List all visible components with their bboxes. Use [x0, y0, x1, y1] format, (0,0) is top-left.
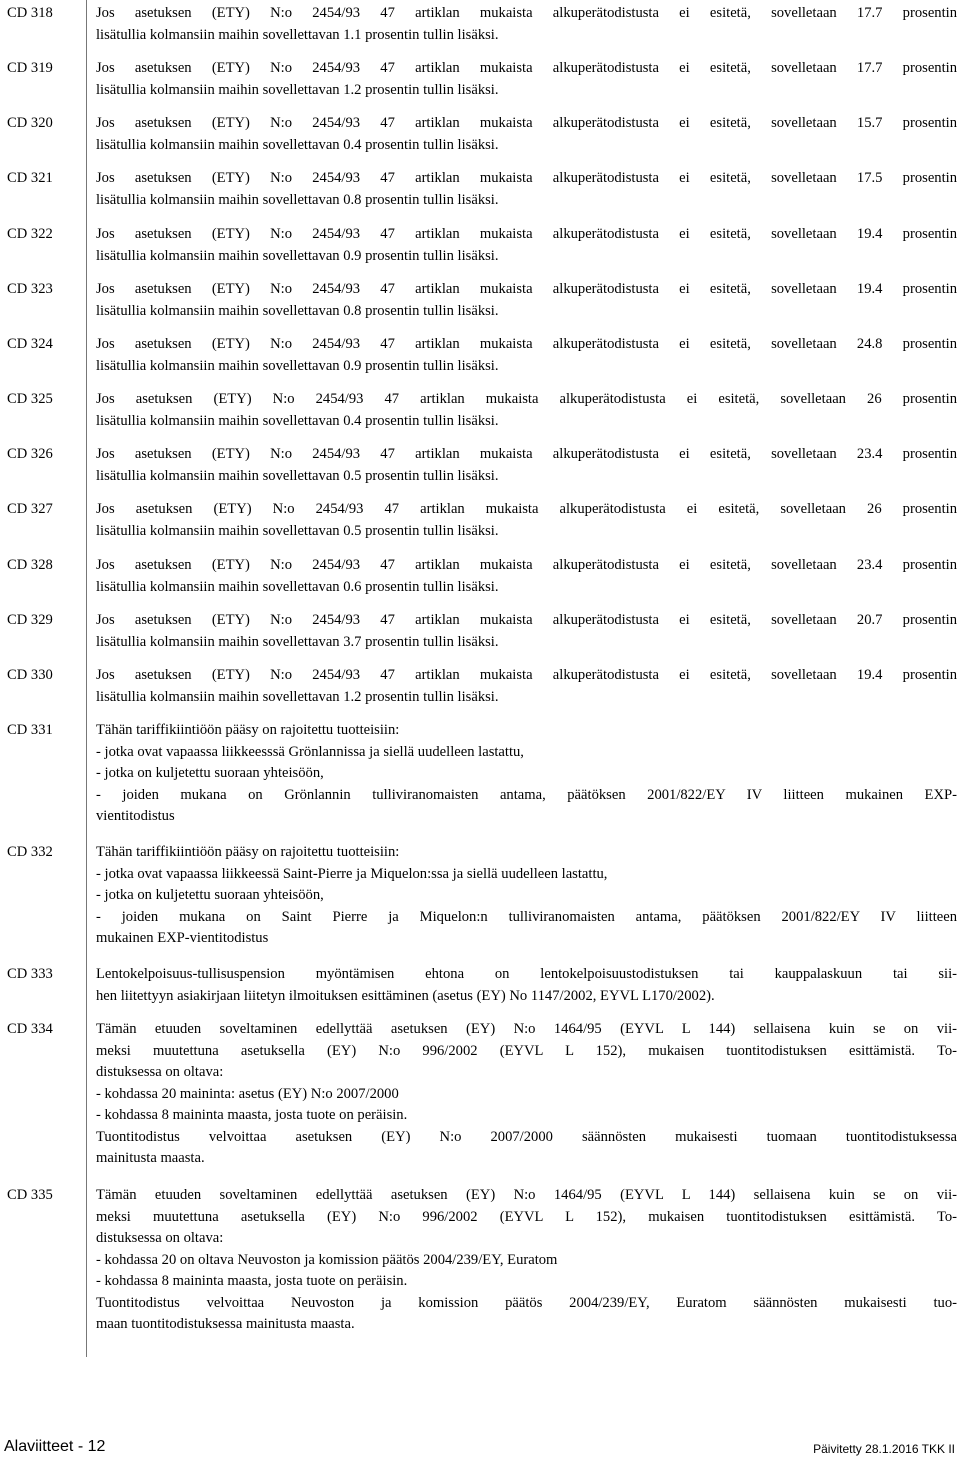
footnote-code: CD 324: [7, 336, 53, 352]
text-line: Jos asetuksen (ETY) N:o 2454/93 47 artiklan mukaista alkuperätodistusta ei esitetä, sovelletaan 17.7 prosentin: [96, 5, 957, 21]
text-line: mainitusta maasta.: [96, 1150, 205, 1166]
text-line: - kohdassa 8 maininta maasta, josta tuote on peräisin.: [96, 1273, 408, 1289]
text-line: Jos asetuksen (ETY) N:o 2454/93 47 artiklan mukaista alkuperätodistusta ei esitetä, sovelletaan 19.4 prosentin: [96, 281, 957, 297]
text-line: lisätullia kolmansiin maihin sovellettavan 0.9 prosentin tullin lisäksi.: [96, 247, 499, 264]
text-line: Jos asetuksen (ETY) N:o 2454/93 47 artiklan mukaista alkuperätodistusta ei esitetä, sovelletaan 26 prosentin: [96, 501, 957, 517]
text-line: Lentokelpoisuus-tullisuspension myöntämisen ehtona on lentokelpoisuustodistuksen tai kauppalaskuun tai sii-: [96, 966, 957, 982]
text-line: Tähän tariffikiintiöön pääsy on rajoitettu tuotteisiin:: [96, 844, 400, 860]
footnote-code: CD 331: [7, 722, 53, 738]
text-line: Tuontitodistus velvoittaa asetuksen (EY) N:o 2007/2000 säännösten mukaisesti tuomaan tuontitodistuksessa: [96, 1128, 957, 1145]
text-line: Jos asetuksen (ETY) N:o 2454/93 47 artiklan mukaista alkuperätodistusta ei esitetä, sovelletaan 17.5 prosentin: [96, 170, 957, 186]
footnote-code: CD 325: [7, 391, 53, 407]
footer-page-label: Alaviitteet - 12: [4, 1438, 106, 1455]
footnote-code: CD 334: [7, 1021, 53, 1037]
footnote-text: [96, 444, 957, 487]
footnote-text: [96, 279, 957, 322]
footnote-code: CD 323: [7, 281, 53, 297]
text-line: Tähän tariffikiintiöön pääsy on rajoitettu tuotteisiin:: [96, 722, 400, 738]
footnote-code: CD 332: [7, 844, 53, 860]
footnote-text: [96, 499, 957, 542]
text-line: Tämän etuuden soveltaminen edellyttää asetuksen (EY) N:o 1464/95 (EYVL L 144) sellaisena kuin se on vii-: [96, 1187, 957, 1203]
text-line: - kohdassa 20 maininta: asetus (EY) N:o 2007/2000: [96, 1085, 399, 1102]
footnote-code: CD 322: [7, 226, 53, 242]
footnote-text: [96, 58, 957, 101]
footnote-text: [96, 665, 957, 708]
text-line: lisätullia kolmansiin maihin sovellettavan 3.7 prosentin tullin lisäksi.: [96, 633, 499, 650]
footnote-code: CD 327: [7, 501, 53, 517]
text-line: Jos asetuksen (ETY) N:o 2454/93 47 artiklan mukaista alkuperätodistusta ei esitetä, sovelletaan 17.7 prosentin: [96, 60, 957, 76]
footnote-text: [96, 842, 957, 950]
footnote-text: [96, 964, 957, 1007]
footnote-text: [96, 555, 957, 598]
text-line: mukainen EXP-vientitodistus: [96, 930, 269, 946]
text-line: - jotka ovat vapaassa liikkeessä Saint-Pierre ja Miquelon:ssa ja siellä uudelleen lastattu,: [96, 865, 608, 882]
text-line: distuksessa on oltava:: [96, 1230, 224, 1246]
footnote-text: [96, 224, 957, 267]
footnote-code: CD 326: [7, 446, 53, 462]
column-divider: [86, 0, 87, 1357]
text-line: Jos asetuksen (ETY) N:o 2454/93 47 artiklan mukaista alkuperätodistusta ei esitetä, sovelletaan 23.4 prosentin: [96, 557, 957, 573]
text-line: lisätullia kolmansiin maihin sovellettavan 0.5 prosentin tullin lisäksi.: [96, 467, 499, 484]
footnote-code: CD 328: [7, 557, 53, 573]
text-line: - kohdassa 20 on oltava Neuvoston ja komission päätös 2004/239/EY, Euratom: [96, 1251, 558, 1268]
footnote-text: [96, 3, 957, 46]
text-line: Jos asetuksen (ETY) N:o 2454/93 47 artiklan mukaista alkuperätodistusta ei esitetä, sovelletaan 19.4 prosentin: [96, 667, 957, 683]
text-line: Tämän etuuden soveltaminen edellyttää asetuksen (EY) N:o 1464/95 (EYVL L 144) sellaisena kuin se on vii-: [96, 1021, 957, 1037]
footnote-code: CD 330: [7, 667, 53, 683]
text-line: lisätullia kolmansiin maihin sovellettavan 0.4 prosentin tullin lisäksi.: [96, 136, 499, 153]
text-line: Jos asetuksen (ETY) N:o 2454/93 47 artiklan mukaista alkuperätodistusta ei esitetä, sovelletaan 26 prosentin: [96, 391, 957, 407]
text-line: - joiden mukana on Grönlannin tulliviranomaisten antama, päätöksen 2001/822/EY IV liitteen mukainen EXP-: [96, 786, 957, 803]
text-line: lisätullia kolmansiin maihin sovellettavan 0.8 prosentin tullin lisäksi.: [96, 191, 499, 208]
footer-updated-label: Päivitetty 28.1.2016 TKK II: [813, 1442, 955, 1456]
text-line: - jotka on kuljetettu suoraan yhteisöön,: [96, 887, 324, 903]
footnote-text: [96, 389, 957, 432]
footnote-code: CD 319: [7, 60, 53, 76]
footnote-text: [96, 168, 957, 211]
text-line: hen liitettyyn asiakirjaan liitetyn ilmoituksen esittäminen (asetus (EY) No 1147/2002, EYVL L170/2002).: [96, 987, 715, 1004]
text-line: lisätullia kolmansiin maihin sovellettavan 0.5 prosentin tullin lisäksi.: [96, 522, 499, 539]
text-line: Jos asetuksen (ETY) N:o 2454/93 47 artiklan mukaista alkuperätodistusta ei esitetä, sovelletaan 24.8 prosentin: [96, 336, 957, 352]
footnote-code: CD 333: [7, 966, 53, 982]
text-line: maan tuontitodistuksessa mainitusta maasta.: [96, 1316, 355, 1332]
text-line: lisätullia kolmansiin maihin sovellettavan 0.6 prosentin tullin lisäksi.: [96, 578, 499, 595]
footnote-code: CD 318: [7, 5, 53, 21]
text-line: Jos asetuksen (ETY) N:o 2454/93 47 artiklan mukaista alkuperätodistusta ei esitetä, sovelletaan 15.7 prosentin: [96, 115, 957, 131]
footnote-text: [96, 720, 957, 828]
text-line: - jotka on kuljetettu suoraan yhteisöön,: [96, 765, 324, 781]
footnote-code: CD 335: [7, 1187, 53, 1203]
footnote-text: [96, 334, 957, 377]
text-line: lisätullia kolmansiin maihin sovellettavan 1.2 prosentin tullin lisäksi.: [96, 81, 499, 98]
text-line: lisätullia kolmansiin maihin sovellettavan 0.4 prosentin tullin lisäksi.: [96, 412, 499, 429]
text-line: Jos asetuksen (ETY) N:o 2454/93 47 artiklan mukaista alkuperätodistusta ei esitetä, sovelletaan 20.7 prosentin: [96, 612, 957, 628]
text-line: distuksessa on oltava:: [96, 1064, 224, 1080]
footnote-code: CD 329: [7, 612, 53, 628]
text-line: lisätullia kolmansiin maihin sovellettavan 1.2 prosentin tullin lisäksi.: [96, 688, 499, 705]
text-line: vientitodistus: [96, 808, 175, 824]
text-line: - kohdassa 8 maininta maasta, josta tuote on peräisin.: [96, 1107, 408, 1123]
footnote-text: [96, 1185, 957, 1336]
text-line: Jos asetuksen (ETY) N:o 2454/93 47 artiklan mukaista alkuperätodistusta ei esitetä, sovelletaan 23.4 prosentin: [96, 446, 957, 462]
text-line: meksi muutettuna asetuksella (EY) N:o 996/2002 (EYVL L 152), mukaisen tuontitodistuksen esittämistä. To-: [96, 1208, 957, 1225]
footnote-text: [96, 113, 957, 156]
text-line: - jotka ovat vapaassa liikkeesssä Grönlannissa ja siellä uudelleen lastattu,: [96, 743, 524, 760]
text-line: - joiden mukana on Saint Pierre ja Miquelon:n tulliviranomaisten antama, päätöksen 2001/822/EY IV liitteen: [96, 908, 957, 925]
text-line: lisätullia kolmansiin maihin sovellettavan 1.1 prosentin tullin lisäksi.: [96, 26, 499, 43]
text-line: lisätullia kolmansiin maihin sovellettavan 0.9 prosentin tullin lisäksi.: [96, 357, 499, 374]
footnote-code: CD 320: [7, 115, 53, 131]
text-line: Tuontitodistus velvoittaa Neuvoston ja komission päätös 2004/239/EY, Euratom säännösten mukaisesti tuo-: [96, 1294, 957, 1311]
text-line: lisätullia kolmansiin maihin sovellettavan 0.8 prosentin tullin lisäksi.: [96, 302, 499, 319]
footnote-text: [96, 1019, 957, 1170]
footnote-text: [96, 610, 957, 653]
text-line: Jos asetuksen (ETY) N:o 2454/93 47 artiklan mukaista alkuperätodistusta ei esitetä, sovelletaan 19.4 prosentin: [96, 226, 957, 242]
text-line: meksi muutettuna asetuksella (EY) N:o 996/2002 (EYVL L 152), mukaisen tuontitodistuksen esittämistä. To-: [96, 1042, 957, 1059]
footnote-code: CD 321: [7, 170, 53, 186]
